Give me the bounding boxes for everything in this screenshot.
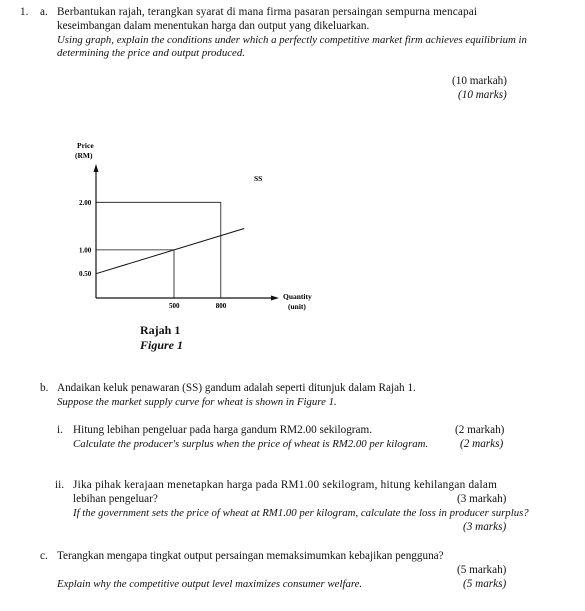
figure-caption-malay: Rajah 1 [140,323,181,337]
part-b-i-malay: Hitung lebihan pengeluar pada harga gandum RM2.00 sekilogram. [73,424,372,436]
x-axis-label-line1: Quantity [283,292,312,301]
part-b-i-label: i. [57,424,63,436]
question-number: 1. [20,6,29,18]
curve-label-ss: SS [254,174,263,183]
part-c-marks-english: (5 marks) [463,578,507,590]
supply-curve-ss [96,228,244,273]
part-a-marks-english: (10 marks) [458,89,507,101]
part-a-malay-line2: keseimbangan dalam menentukan harga dan output yang dikeluarkan. [57,20,370,32]
part-a-malay-line1: Berbantukan rajah, terangkan syarat di mana firma pasaran persaingan sempurna mencapai [57,6,478,18]
part-b-i-marks-english: (2 marks) [460,438,504,450]
y-tick-label: 1.00 [79,246,92,255]
y-axis-label-line2: (RM) [75,151,93,160]
part-b-i-english: Calculate the producer's surplus when the price of wheat is RM2.00 per kilogram. [73,438,429,450]
part-a-english-line1: Using graph, explain the conditions under which a perfectly competitive market firm achieves equilibrium in [57,34,527,46]
part-b-ii-english: If the government sets the price of wheat at RM1.00 per kilogram, calculate the loss in producer surplus? [73,507,529,519]
x-tick-label: 800 [215,302,227,310]
x-axis-label-line2: (unit) [288,302,306,311]
part-b-ii-malay-line2: lebihan pengeluar? [73,493,158,505]
part-b-label: b. [40,382,49,394]
y-axis-arrow [94,164,99,172]
x-axis-arrow [271,296,279,301]
part-b-ii-marks-english: (3 marks) [463,521,507,533]
part-c-malay: Terangkan mengapa tingkat output persaingan memaksimumkan kebajikan pengguna? [57,550,444,562]
part-b-malay: Andaikan keluk penawaran (SS) gandum adalah seperti ditunjuk dalam Rajah 1. [57,382,416,394]
part-c-marks-malay: (5 markah) [457,564,507,576]
y-tick-label: 2.00 [79,198,92,207]
part-c-label: c. [40,550,48,562]
y-axis-label-line1: Price [77,141,94,150]
part-b-i-marks-malay: (2 markah) [455,424,505,436]
part-a-english-line2: determining the price and output produced. [57,47,245,59]
part-b-ii-malay-line1: Jika pihak kerajaan menetapkan harga pada RM1.00 sekilogram, hitung kehilangan dalam [73,479,498,491]
part-a-marks-malay: (10 markah) [452,75,507,87]
x-tick-label: 500 [169,302,180,310]
part-b-ii-marks-malay: (3 markah) [457,493,507,505]
part-c-english: Explain why the competitive output level maximizes consumer welfare. [57,578,363,590]
part-a-label: a. [40,6,48,18]
y-tick-label: 0.50 [79,270,92,279]
part-b-english: Suppose the market supply curve for wheat is shown in Figure 1. [57,396,337,408]
figure-caption-english: Figure 1 [140,338,184,352]
part-b-ii-label: ii. [55,479,65,491]
